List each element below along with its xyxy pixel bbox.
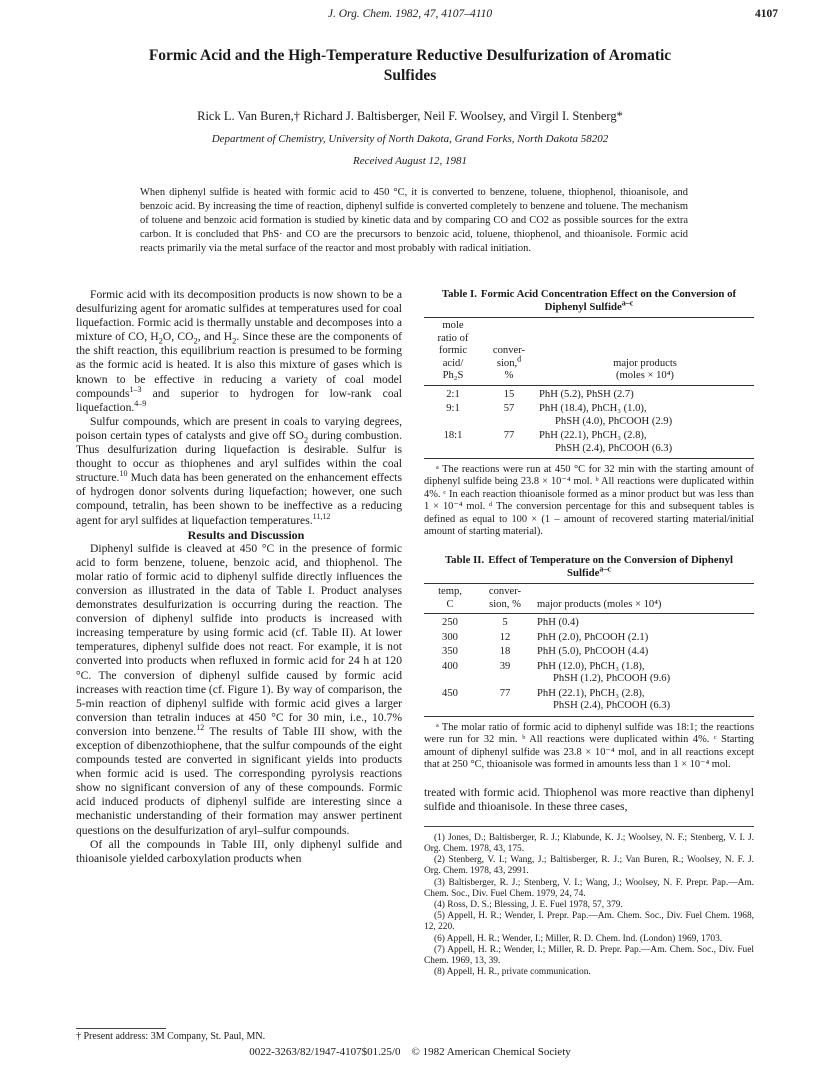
reference-item: (5) Appell, H. R.; Wender, I. Prepr. Pap.—Am. Chem. Soc., Div. Fuel Chem. 1968, 12, 220. xyxy=(424,911,754,933)
reference-item: (4) Ross, D. S.; Blessing, J. E. Fuel 1978, 57, 379. xyxy=(434,899,623,910)
right-column-paragraph: treated with formic acid. Thiophenol was more reactive than diphenyl sulfide and thioanisole. In these three cases, xyxy=(424,785,754,813)
table-row: 250 5 PhH (0.4) xyxy=(442,617,579,629)
article-title: Formic Acid and the High-Temperature Reductive Desulfurization of Aromatic Sulfides xyxy=(148,47,672,84)
table-1-header-products: major products (moles × 10⁴) xyxy=(536,318,754,386)
reference-item: (7) Appell, H. R.; Wender, I.; Miller, R. D. Prepr. Pap.—Am. Chem. Soc., Div. Fuel Chem. 1969, 13, 39. xyxy=(424,944,754,966)
table-row: 450 77 PhH (22.1), PhCH₃ (2.8), PhSH (2.4), PhCOOH (6.3) xyxy=(424,687,754,717)
reference-item: (6) Appell, H. R.; Wender, I.; Miller, R. D. Chem. Ind. (London) 1969, 1703. xyxy=(434,933,723,944)
table-2-header-temp: temp, C xyxy=(424,584,476,614)
citation-ref: 12 xyxy=(196,723,205,733)
table-2 xyxy=(424,583,754,717)
page-number: 4107 xyxy=(755,8,778,20)
table-row: 350 18 PhH (5.0), PhCOOH (4.4) xyxy=(442,646,649,658)
table-2-caption: Table II. Effect of Temperature on the Conversion of Diphenyl Sulfide$^{a-c}$ xyxy=(444,554,734,580)
citation-ref: 10 xyxy=(119,469,128,479)
intro-paragraph-2: Sulfur compounds, which are present in coals to varying degrees, poison certain types of catalysts and give off $SO_2$ during combustion. Thus desulfurization during liquefaction is desirable. Sulfur is thought to occur as thiophenes and aryl sulfides within the coal structure.$^{10}$ Much data has been generated on the enhancement effects of hydrogen donor solvents during liquefaction; however, one such compound, tetralin, has been shown to be ineffective as a reducing agent for aryl sulfides at liquefaction temperatures.$^{11,12}$ xyxy=(76,414,402,527)
intro-paragraph-1: Formic acid with its decomposition products is now shown to be a desulfurizing agent for aromatic sulfides at temperatures used for coal liquefaction. Formic acid is thermally unstable and decomposes into a mixture of CO, $H_2O$, $CO_2$, and $H_2$. Since these are the components of the shift reaction, this equilibrium reaction is presumed to be forming as the formic acid is heated. It is also this mixture of gases which is known to be effective in reducing a variety of coal model compounds$^{1-3}$ and superior to hydrogen for low-rank coal liquefaction.$^{4-9}$ xyxy=(76,288,403,414)
references xyxy=(424,833,754,979)
left-column xyxy=(76,288,402,866)
table-1-header-ratio: mole ratio of formic acid/ Ph₂S xyxy=(424,318,482,386)
table-1-caption: Table I. Formic Acid Concentration Effect on the Conversion of Diphenyl Sulfide$^{a-c}$ xyxy=(441,288,737,313)
footer-copyright: © 1982 American Chemical Society xyxy=(411,1046,571,1058)
table-2-notes: ᵃ The molar ratio of formic acid to diphenyl sulfide was 18:1; the reactions were run for 32 min. ᵇ All reactions were duplicated within 4%. ᶜ Starting amount of diphenyl sulfide was 23.8 × 10⁻⁴ mol, and in all reactions except that at 250 °C, thioanisole was formed in amounts less than 1 × 10⁻⁴ mol. xyxy=(424,721,754,771)
authors: Rick L. Van Buren,† Richard J. Baltisberger, Neil F. Woolsey, and Virgil I. Stenberg* xyxy=(197,109,623,123)
citation-ref: 11,12 xyxy=(312,511,331,521)
journal-name: J. Org. Chem. xyxy=(327,8,393,20)
table-row: 400 39 PhH (12.0), PhCH₃ (1.8), PhSH (1.2), PhCOOH (9.6) xyxy=(442,660,671,685)
table-row: 300 12 PhH (2.0), PhCOOH (2.1) xyxy=(442,631,649,643)
table-1-notes: ᵃ The reactions were run at 450 °C for 32 min with the starting amount of diphenyl sulfide being 23.8 × 10⁻⁴ mol. ᵇ All reactions were duplicated within 4%. ᶜ In each reaction thioanisole formed as a minor product but was less than 1 × 10⁻⁴ mol. ᵈ The conversion percentage for this and subsequent tables is defined as equal to 100 × (1 – amount of recovered starting material/initial amount of starting material). xyxy=(424,464,754,538)
reference-item: (8) Appell, H. R., private communication. xyxy=(434,967,591,978)
references-divider xyxy=(424,826,754,827)
results-paragraph-2: Of all the compounds in Table III, only diphenyl sulfide and thioanisole yielded carboxylation products when xyxy=(76,837,402,865)
citation-ref: 1–3 xyxy=(129,384,142,394)
affiliation: Department of Chemistry, University of North Dakota, Grand Forks, North Dakota 58202 xyxy=(211,133,609,145)
footnote-address: † Present address: 3M Company, St. Paul, MN. xyxy=(76,1031,266,1042)
table-row: 9:1 57 PhH (18.4), PhCH₃ (1.0), PhSH (4.0), PhCOOH (2.9) xyxy=(446,403,673,427)
received-date: Received August 12, 1981 xyxy=(352,155,468,167)
footer-code: 0022-3263/82/1947-4107$01.25/0 xyxy=(249,1046,401,1058)
footnote-divider xyxy=(76,1028,166,1029)
results-paragraph-1: Diphenyl sulfide is cleaved at 450 °C in the presence of formic acid to form benzene, toluene, benzoic acid, and thiophenol. The molar ratio of formic acid to diphenyl sulfide directly influences the conversion as illustrated in the data of Table I. Product analyses demonstrates desulfurization is occurring during the reaction. The conversion of diphenyl sulfide into products is increased with increasing temperature by using formic acid (cf. Table II). At lower temperatures, diphenyl sulfide does not react. For example, it is not converted into products when refluxed in formic acid for 24 h at 120 °C. The conversion of diphenyl sulfide caused by formic acid increases with reaction time (cf. Figure 1). By way of comparison, the 5-min reaction of diphenyl sulfide with formic acid gives a larger conversion than tetralin induces at 450 °C for 30 min, i.e., 10.7% conversion into benzene.$^{12}$ The results of Table III show, with the exception of dibenzothiophene, that the sulfur compounds of the eight compounds tested are converted in significant yields into products when formic acid is used. The corresponding pyrolysis reactions show no significant conversion of any of these compounds. Formic acid induced products of diphenyl sulfide are interesting since a mechanistic understanding of their formation may answer pertinent questions on the desulfurization of aryl–sulfur compounds. xyxy=(76,541,402,837)
journal-citation: 1982, 47, 4107–4110 xyxy=(395,8,493,20)
table-row: 18:1 77 PhH (22.1), PhCH₃ (2.8), PhSH (2.4), PhCOOH (6.3) xyxy=(424,429,754,459)
page-footer xyxy=(0,1046,820,1058)
running-head xyxy=(0,8,820,24)
reference-item: (2) Stenberg, V. I.; Wang, J.; Baltisberger, R. J.; Van Buren, R.; Woolsey, N. F. J. Org. Chem. 1978, 43, 2991. xyxy=(424,855,754,877)
section-title-results: Results and Discussion xyxy=(187,527,305,542)
abstract: When diphenyl sulfide is heated with formic acid to 450 °C, it is converted to benzene, toluene, thiophenol, thioanisole, and benzoic acid. By increasing the time of reaction, diphenyl sulfide is converted completely to benzene and toluene. The mechanism of toluene and benzoic acid formation is studied by kinetic data and by comparing CO and CO2 as possible sources for the extra carbon. It is concluded that PhS· and CO are the precursors to benzoic acid, toluene, thiophenol, and thioanisole. Formic acid reacts primarily via the metal surface of the reactor and most probably with radical initiation. xyxy=(140,187,688,254)
table-row: 2:1 15 PhH (5.2), PhSH (2.7) xyxy=(446,388,634,400)
table-2-header-products: major products (moles × 10⁴) xyxy=(534,584,754,614)
reference-item: (1) Jones, D.; Baltisberger, R. J.; Klabunde, K. J.; Woolsey, N. F.; Stenberg, V. I. J. Org. Chem. 1978, 43, 175. xyxy=(424,832,754,854)
right-column xyxy=(424,288,754,978)
citation-ref: 4–9 xyxy=(134,398,147,408)
table-1-header-conversion: conver- sion,$^d$ % xyxy=(482,318,536,386)
table-2-header-conversion: conver- sion, % xyxy=(476,584,534,614)
reference-item: (3) Baltisberger, R. J.; Stenberg, V. I.; Wang, J.; Woolsey, N. F. Prepr. Pap.—Am. Chem. Soc., Div. Fuel Chem. 1979, 24, 74. xyxy=(424,877,754,899)
table-1 xyxy=(424,317,754,459)
